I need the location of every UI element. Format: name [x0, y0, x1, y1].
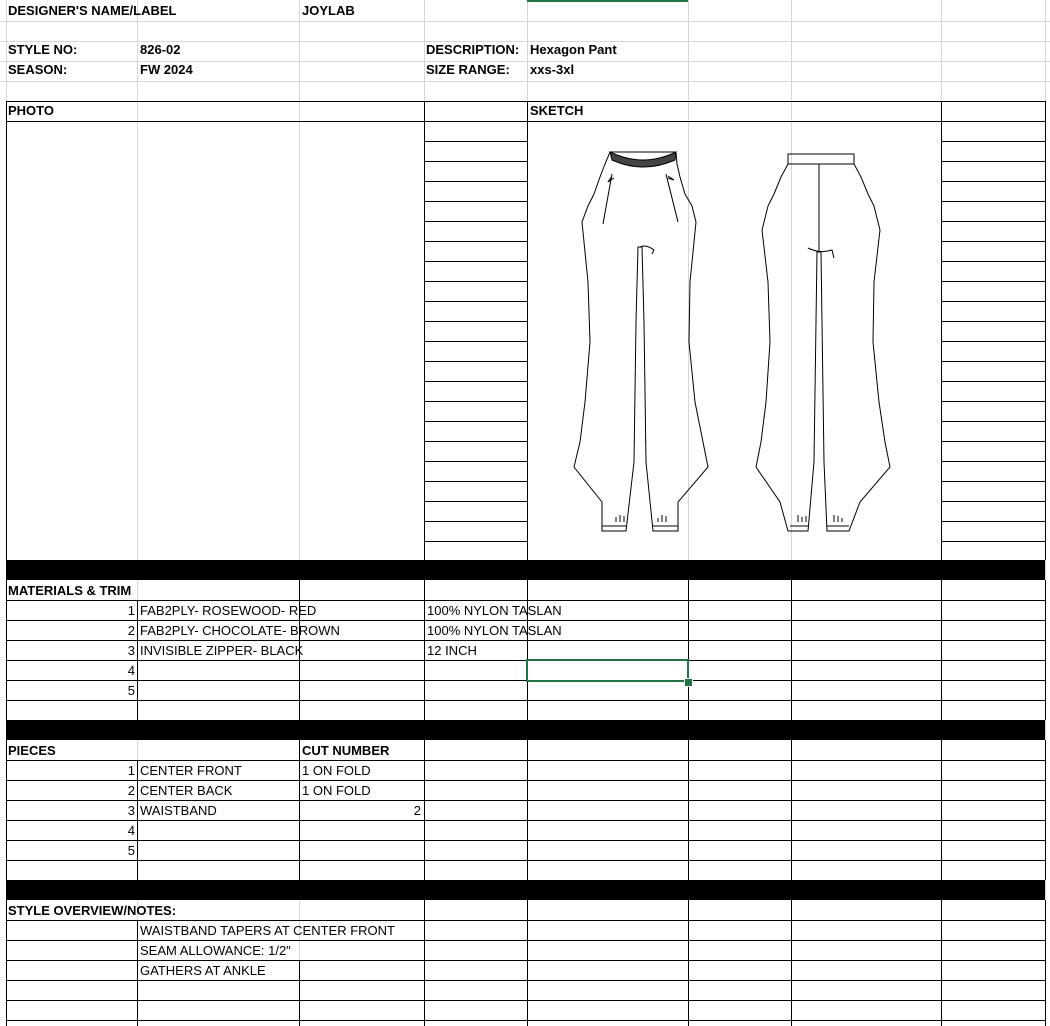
- column-line: [527, 740, 528, 880]
- column-line: [791, 580, 792, 720]
- row-line: [424, 441, 527, 442]
- piece-row-number: 4: [127, 823, 135, 838]
- notes-title: STYLE OVERVIEW/NOTES:: [8, 903, 177, 918]
- piece-row-number: 2: [127, 783, 135, 798]
- column-line: [941, 580, 942, 720]
- season-value[interactable]: FW 2024: [140, 62, 193, 77]
- row-line: [424, 501, 527, 502]
- column-line: [6, 580, 7, 720]
- piece-cut-number[interactable]: [300, 821, 421, 841]
- row-line: [941, 181, 1045, 182]
- column-line: [791, 900, 792, 1026]
- row-line: [424, 461, 527, 462]
- selected-cell[interactable]: [526, 659, 689, 682]
- note-line[interactable]: WAISTBAND TAPERS AT CENTER FRONT: [140, 923, 395, 938]
- row-line: [941, 381, 1045, 382]
- description-value[interactable]: Hexagon Pant: [530, 42, 617, 57]
- row-line: [941, 221, 1045, 222]
- size-range-value[interactable]: xxs-3xl: [530, 62, 575, 77]
- column-line: [688, 900, 689, 1026]
- size-range-label: SIZE RANGE:: [426, 62, 510, 77]
- row-line: [941, 441, 1045, 442]
- row-line: [424, 301, 527, 302]
- sketch-label: SKETCH: [530, 103, 584, 118]
- cut-number-header: CUT NUMBER: [302, 743, 390, 758]
- piece-row-number: 5: [127, 843, 135, 858]
- column-line: [527, 900, 528, 1026]
- column-line: [791, 740, 792, 880]
- column-line: [1045, 580, 1046, 720]
- row-line: [424, 321, 527, 322]
- column-line: [424, 900, 425, 1026]
- row-line: [424, 481, 527, 482]
- row-line: [941, 281, 1045, 282]
- style-no-label: STYLE NO:: [8, 42, 78, 57]
- row-line: [941, 421, 1045, 422]
- materials-detail[interactable]: 100% NYLON TASLAN: [427, 603, 562, 618]
- photo-label: PHOTO: [8, 103, 54, 118]
- column-line: [137, 920, 138, 1026]
- row-line: [424, 381, 527, 382]
- piece-cut-number[interactable]: [300, 781, 421, 801]
- row-line: [941, 301, 1045, 302]
- row-line: [424, 141, 527, 142]
- piece-name[interactable]: CENTER FRONT: [140, 763, 242, 778]
- column-line: [137, 760, 138, 880]
- row-line: [941, 521, 1045, 522]
- pant-sketch-icon: [528, 122, 941, 560]
- row-line: [941, 241, 1045, 242]
- column-line: [299, 960, 300, 1026]
- row-line: [424, 421, 527, 422]
- row-line: [424, 341, 527, 342]
- row-line: [941, 481, 1045, 482]
- row-line: [941, 461, 1045, 462]
- row-line: [424, 541, 527, 542]
- materials-detail[interactable]: 12 INCH: [427, 643, 477, 658]
- section-divider: [6, 560, 1045, 580]
- row-line: [6, 840, 1045, 841]
- piece-row-number: 1: [127, 763, 135, 778]
- piece-cut[interactable]: 1 ON FOLD: [302, 763, 371, 778]
- note-line[interactable]: SEAM ALLOWANCE: 1/2": [140, 943, 291, 958]
- row-line: [941, 201, 1045, 202]
- row-line: [424, 181, 527, 182]
- row-line: [6, 700, 1045, 701]
- materials-item[interactable]: INVISIBLE ZIPPER- BLACK: [140, 643, 304, 658]
- row-line: [941, 261, 1045, 262]
- photo-area[interactable]: [7, 122, 424, 560]
- row-line: [424, 401, 527, 402]
- column-line: [1045, 900, 1046, 1026]
- column-line: [424, 740, 425, 880]
- designer-label: DESIGNER'S NAME/LABEL: [8, 3, 177, 18]
- column-line: [688, 580, 689, 720]
- materials-row-number: 2: [127, 623, 135, 638]
- row-line: [424, 361, 527, 362]
- row-line: [6, 1020, 1045, 1021]
- season-label: SEASON:: [8, 62, 68, 77]
- materials-row-number: 3: [127, 643, 135, 658]
- row-line: [941, 501, 1045, 502]
- description-label: DESCRIPTION:: [426, 42, 520, 57]
- row-line: [6, 860, 1045, 861]
- piece-cut-number[interactable]: [300, 841, 421, 861]
- row-line: [941, 341, 1045, 342]
- row-line: [941, 161, 1045, 162]
- section-divider: [6, 720, 1045, 740]
- materials-row-number: 4: [127, 663, 135, 678]
- section-divider: [6, 880, 1045, 900]
- column-line: [941, 740, 942, 880]
- column-line: [688, 740, 689, 880]
- fill-handle[interactable]: [684, 678, 693, 687]
- pieces-title: PIECES: [8, 743, 56, 758]
- style-no-value[interactable]: 826-02: [140, 42, 181, 57]
- piece-name[interactable]: CENTER BACK: [140, 783, 233, 798]
- piece-cut-number[interactable]: 2: [413, 803, 421, 818]
- row-line: [941, 401, 1045, 402]
- row-line: [941, 541, 1045, 542]
- piece-cut-number[interactable]: [300, 761, 421, 781]
- active-column-indicator: [527, 0, 688, 2]
- column-line: [137, 600, 138, 720]
- piece-cut[interactable]: 1 ON FOLD: [302, 783, 371, 798]
- row-line: [424, 201, 527, 202]
- column-line: [6, 900, 7, 1026]
- row-line: [6, 1000, 1045, 1001]
- row-line: [424, 261, 527, 262]
- piece-name[interactable]: WAISTBAND: [140, 803, 217, 818]
- materials-item[interactable]: FAB2PLY- CHOCOLATE- BROWN: [140, 623, 340, 638]
- row-line: [424, 521, 527, 522]
- note-line[interactable]: GATHERS AT ANKLE: [140, 963, 266, 978]
- row-line: [424, 241, 527, 242]
- materials-detail[interactable]: 100% NYLON TASLAN: [427, 623, 562, 638]
- materials-row-number: 5: [127, 683, 135, 698]
- materials-item[interactable]: FAB2PLY- ROSEWOOD- RED: [140, 603, 317, 618]
- column-line: [6, 740, 7, 880]
- row-line: [941, 141, 1045, 142]
- row-line: [424, 221, 527, 222]
- column-line: [941, 900, 942, 1026]
- materials-title: MATERIALS & TRIM: [8, 583, 132, 598]
- row-line: [941, 361, 1045, 362]
- column-line: [424, 580, 425, 720]
- designer-value[interactable]: JOYLAB: [302, 3, 355, 18]
- materials-row-number: 1: [127, 603, 135, 618]
- piece-row-number: 3: [127, 803, 135, 818]
- row-line: [941, 321, 1045, 322]
- row-line: [424, 281, 527, 282]
- row-line: [424, 161, 527, 162]
- column-line: [1045, 740, 1046, 880]
